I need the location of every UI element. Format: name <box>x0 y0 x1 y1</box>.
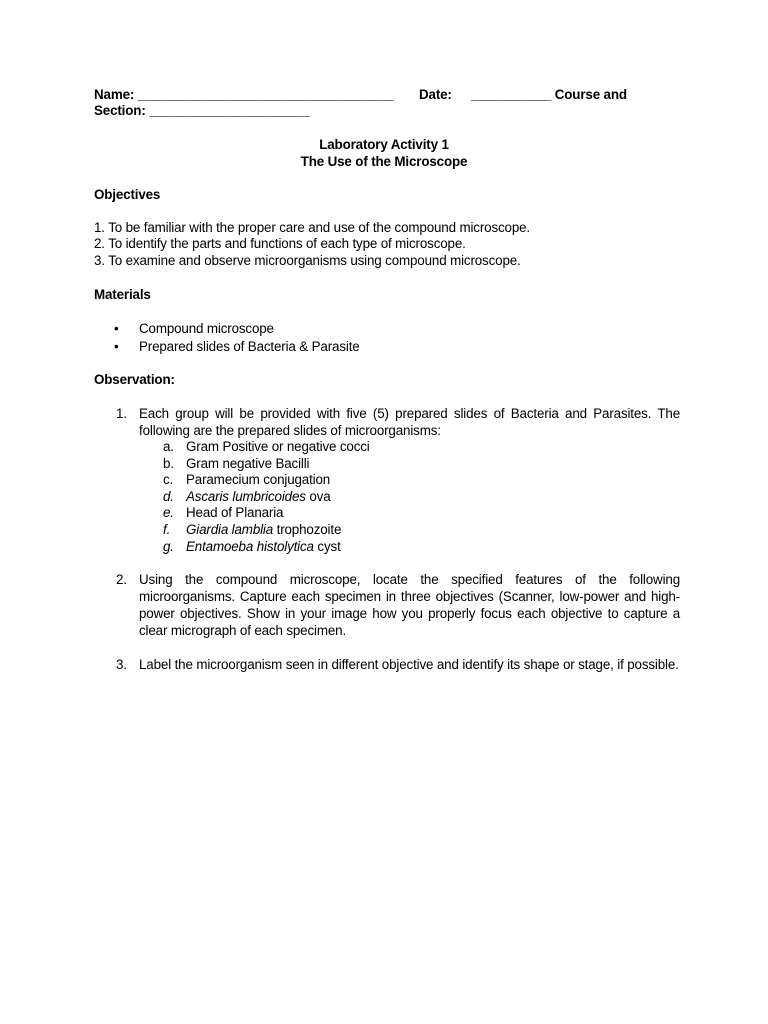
item-number: 1. <box>116 406 127 421</box>
name-label: Name: <box>94 87 135 102</box>
objective-item-3: 3. To examine and observe microorganisms using compound microscope. <box>94 253 521 268</box>
title-line-1: Laboratory Activity 1 <box>319 137 449 152</box>
sub-letter: c. <box>163 472 174 487</box>
objective-item-2: 2. To identify the parts and functions of each type of microscope. <box>94 236 466 251</box>
bullet-icon: • <box>114 339 119 354</box>
sub-letter: a. <box>163 439 174 454</box>
section-row <box>94 102 310 119</box>
stage-name: ova <box>305 489 331 504</box>
name-row <box>94 86 393 103</box>
sub-letter: b. <box>163 456 174 471</box>
section-label: Section: <box>94 103 146 118</box>
course-label: Course and <box>554 87 627 102</box>
species-name: Ascaris lumbricoides <box>186 489 306 504</box>
sub-text: Gram negative Bacilli <box>186 456 310 471</box>
stage-name: trophozoite <box>273 522 342 537</box>
item-number: 3. <box>116 657 127 672</box>
sub-letter: d. <box>163 489 174 504</box>
sub-text <box>186 488 331 505</box>
sub-letter: f. <box>163 522 171 537</box>
species-name: Entamoeba histolytica <box>186 539 314 554</box>
material-text: Prepared slides of Bacteria & Parasite <box>139 339 360 354</box>
observation-heading: Observation: <box>94 372 175 387</box>
sub-text <box>186 521 341 538</box>
name-blank: ___________________________________ <box>137 87 394 102</box>
title-line-2: The Use of the Microscope <box>300 154 468 169</box>
section-blank: ______________________ <box>149 103 310 118</box>
objective-item-1: 1. To be familiar with the proper care and use of the compound microscope. <box>94 220 530 235</box>
sub-text: Paramecium conjugation <box>186 472 331 487</box>
sub-letter: g. <box>163 539 174 554</box>
sub-text <box>186 538 341 555</box>
sub-text: Head of Planaria <box>186 505 284 520</box>
species-name: Giardia lamblia <box>186 522 274 537</box>
date-label: Date: <box>419 87 452 102</box>
date-blank: ___________ <box>470 87 552 102</box>
materials-heading: Materials <box>94 287 151 302</box>
date-row <box>419 86 627 103</box>
objectives-heading: Objectives <box>94 187 161 202</box>
stage-name: cyst <box>313 539 341 554</box>
item-text: Using the compound microscope, locate the specified features of the following microorganisms. Capture each specimen in three objectives (Scanner, low-power and high-power objectives. Show in your image how you properly focus each objective to capture a clear micrograph of each specimen. <box>139 572 680 638</box>
bullet-icon: • <box>114 321 119 336</box>
item-text: Each group will be provided with five (5) prepared slides of Bacteria and Parasites. The following are the prepared slides of microorganisms: <box>139 406 680 438</box>
sub-letter: e. <box>163 505 174 520</box>
sub-text: Gram Positive or negative cocci <box>186 439 370 454</box>
material-text: Compound microscope <box>139 321 274 336</box>
item-text: Label the microorganism seen in different objective and identify its shape or stage, if possible. <box>139 657 679 672</box>
item-number: 2. <box>116 572 127 587</box>
